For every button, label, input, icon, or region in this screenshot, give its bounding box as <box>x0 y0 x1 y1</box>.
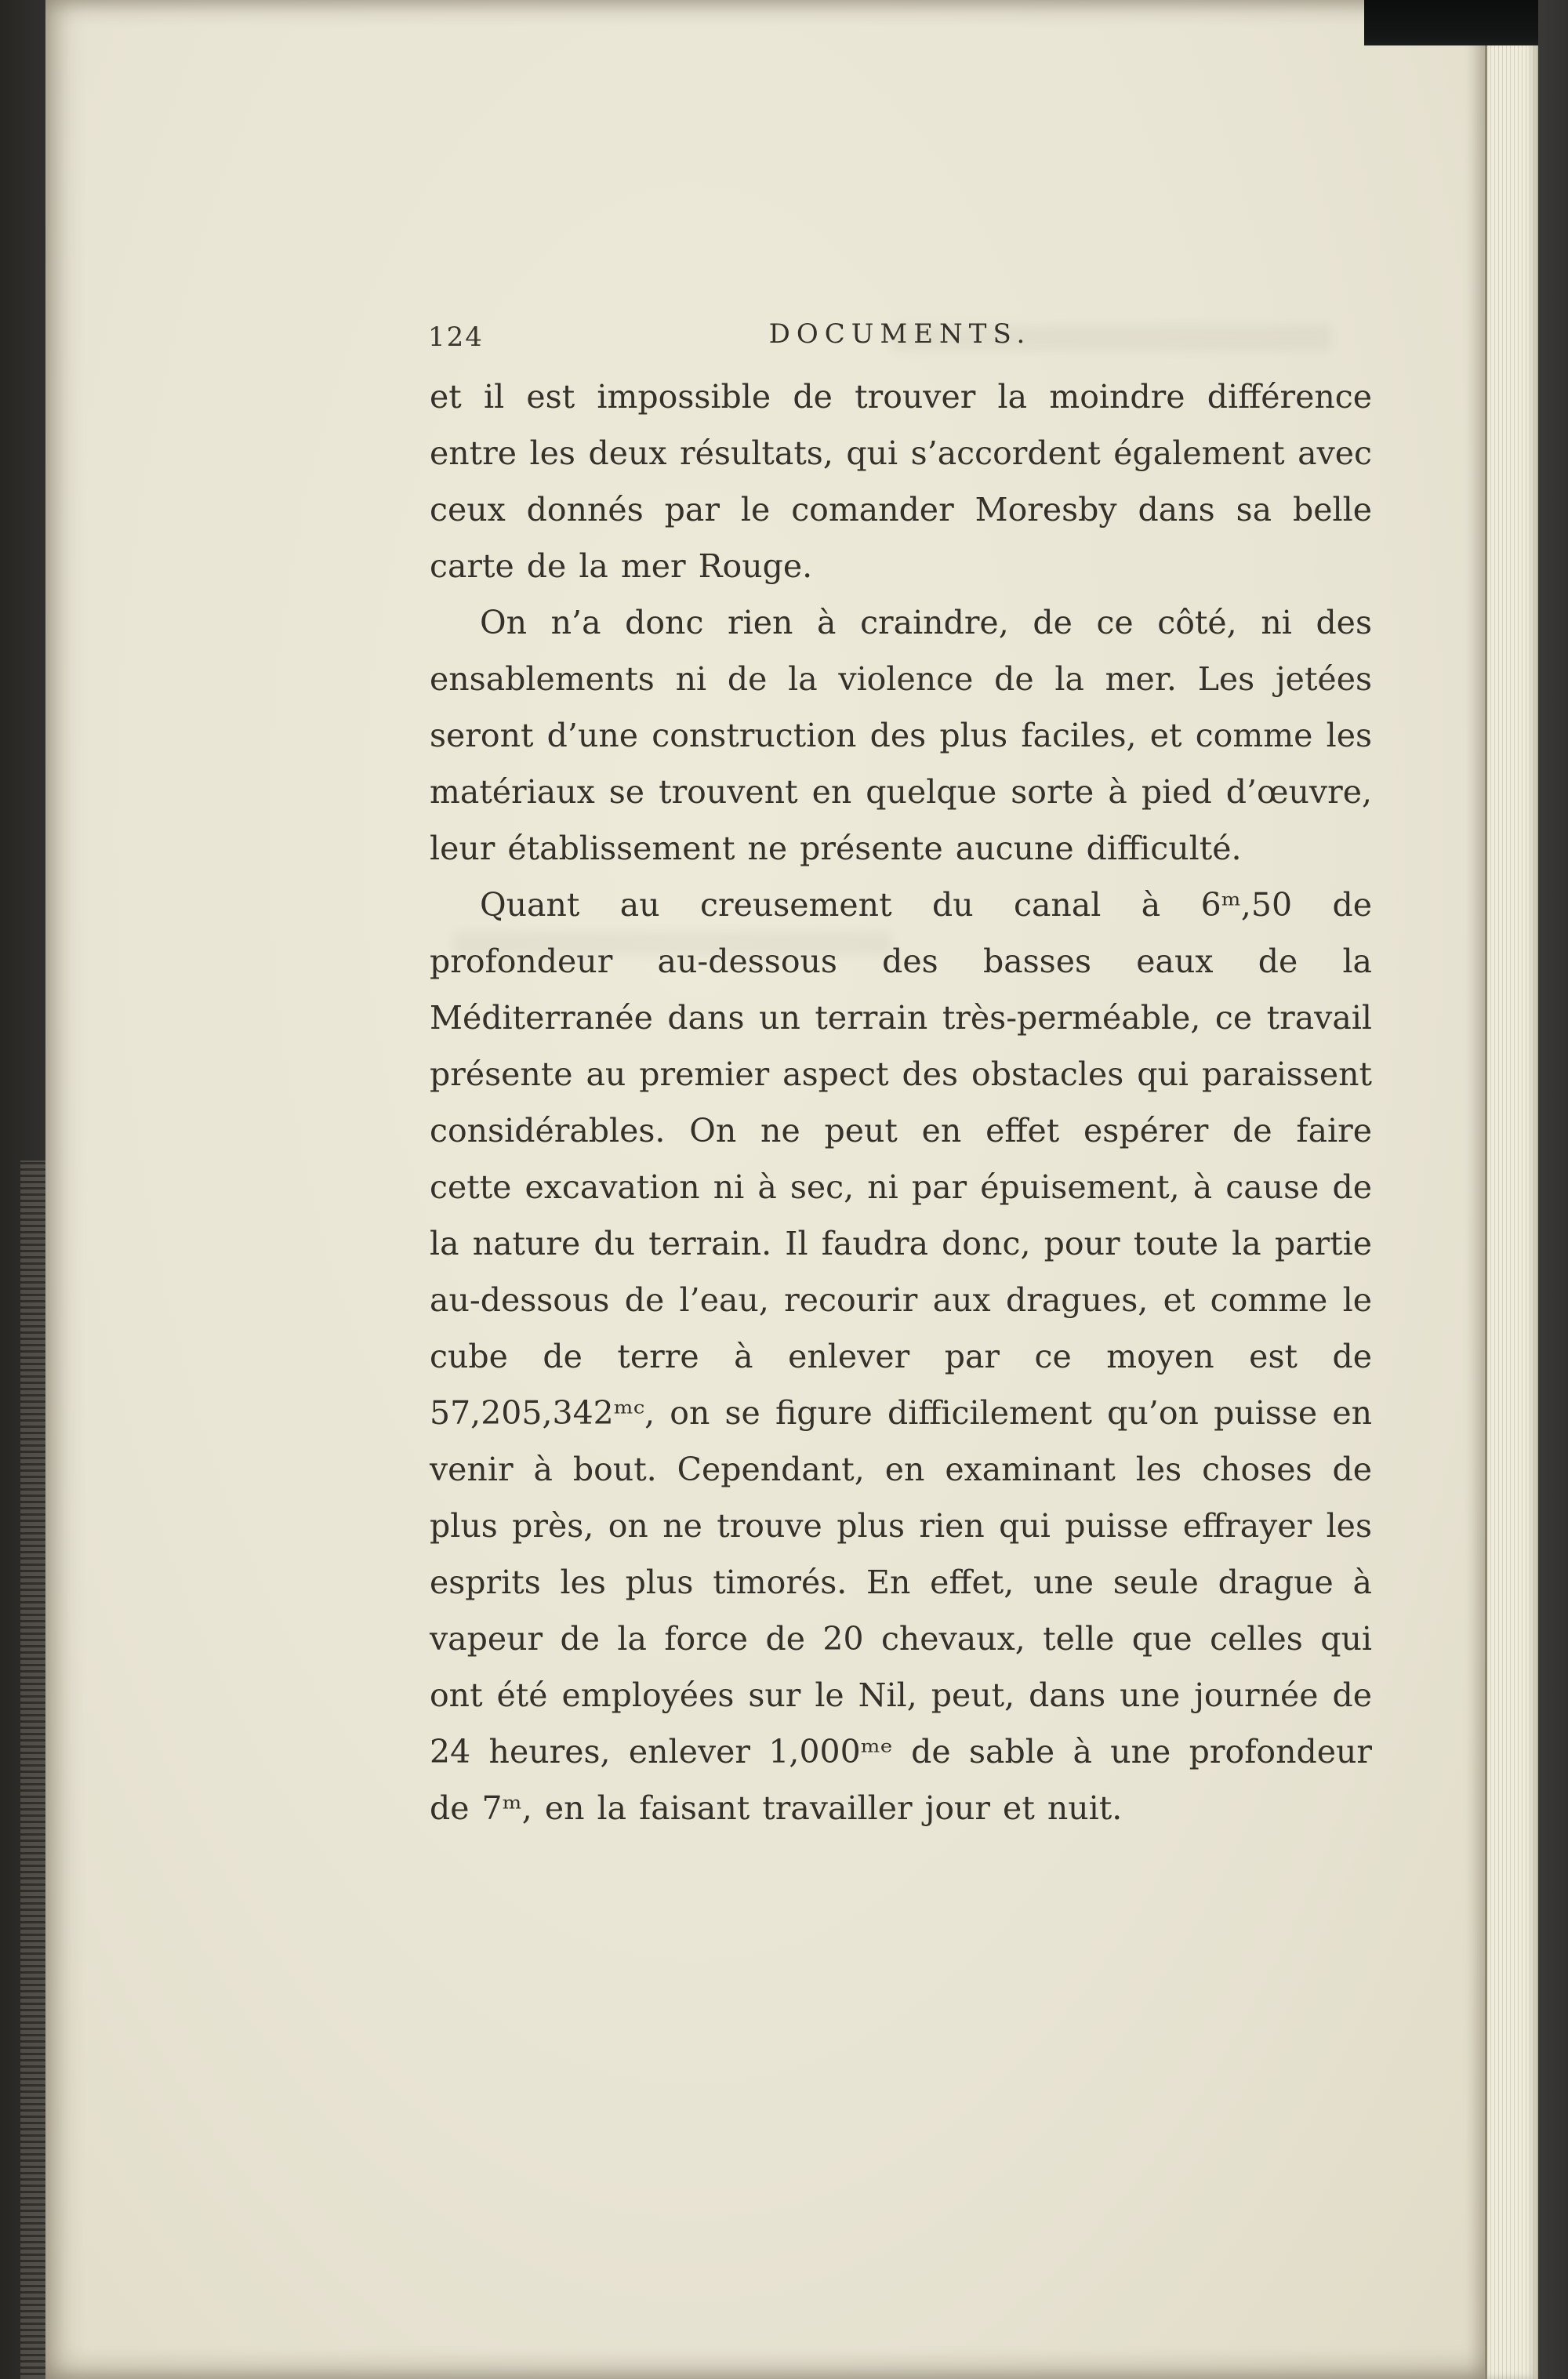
paragraph: Quant au creusement du canal à 6ᵐ,50 de profondeur au-dessous des basses eaux de la Méditerranée dans un terrain très-perméable, ce travail présente au premier aspect des obstacles qui paraissent considérables. On ne peut en effet espérer de faire cette excavation ni à sec, ni par épuisement, à cause de la nature du terrain. Il faudra donc, pour toute la partie au-dessous de l’eau, recourir aux dragues, et comme le cube de terre à enlever par ce moyen est de 57,205,342ᵐᶜ, on se figure difficilement qu’on puisse en venir à bout. Cependant, en examinant les choses de plus près, on ne trouve plus rien qui puisse effrayer les esprits les plus timorés. En effet, une seule drague à vapeur de la force de 20 chevaux, telle que celles qui ont été employées sur le Nil, peut, dans une journée de 24 heures, enlever 1,000ᵐᵉ de sable à une profondeur de 7ᵐ, en la faisant travailler jour et nuit. <box>430 886 1372 1827</box>
book-page <box>45 0 1485 2379</box>
paragraph: On n’a donc rien à craindre, de ce côté, ni des ensablements ni de la violence de la mer. Les jetées seront d’une construction des plus faciles, et comme les matériaux se trouvent en quelque sorte à pied d’œuvre, leur établissement ne présente aucune difficulté. <box>430 604 1372 867</box>
running-header-title: DOCUMENTS. <box>768 318 1032 350</box>
paragraph-continuation: et il est impossible de trouver la moindre différence entre les deux résultats, qui s’accordent également avec ceux donnés par le comander Moresby dans sa belle carte de la mer Rouge. <box>430 378 1372 585</box>
facing-page-fore-edge <box>1485 0 1538 2379</box>
page-number: 124 <box>428 321 484 353</box>
page-stack-edge <box>20 1160 47 2379</box>
running-head <box>430 315 1370 365</box>
page-text-block <box>430 369 1372 1836</box>
book-cover-corner <box>1364 0 1538 45</box>
